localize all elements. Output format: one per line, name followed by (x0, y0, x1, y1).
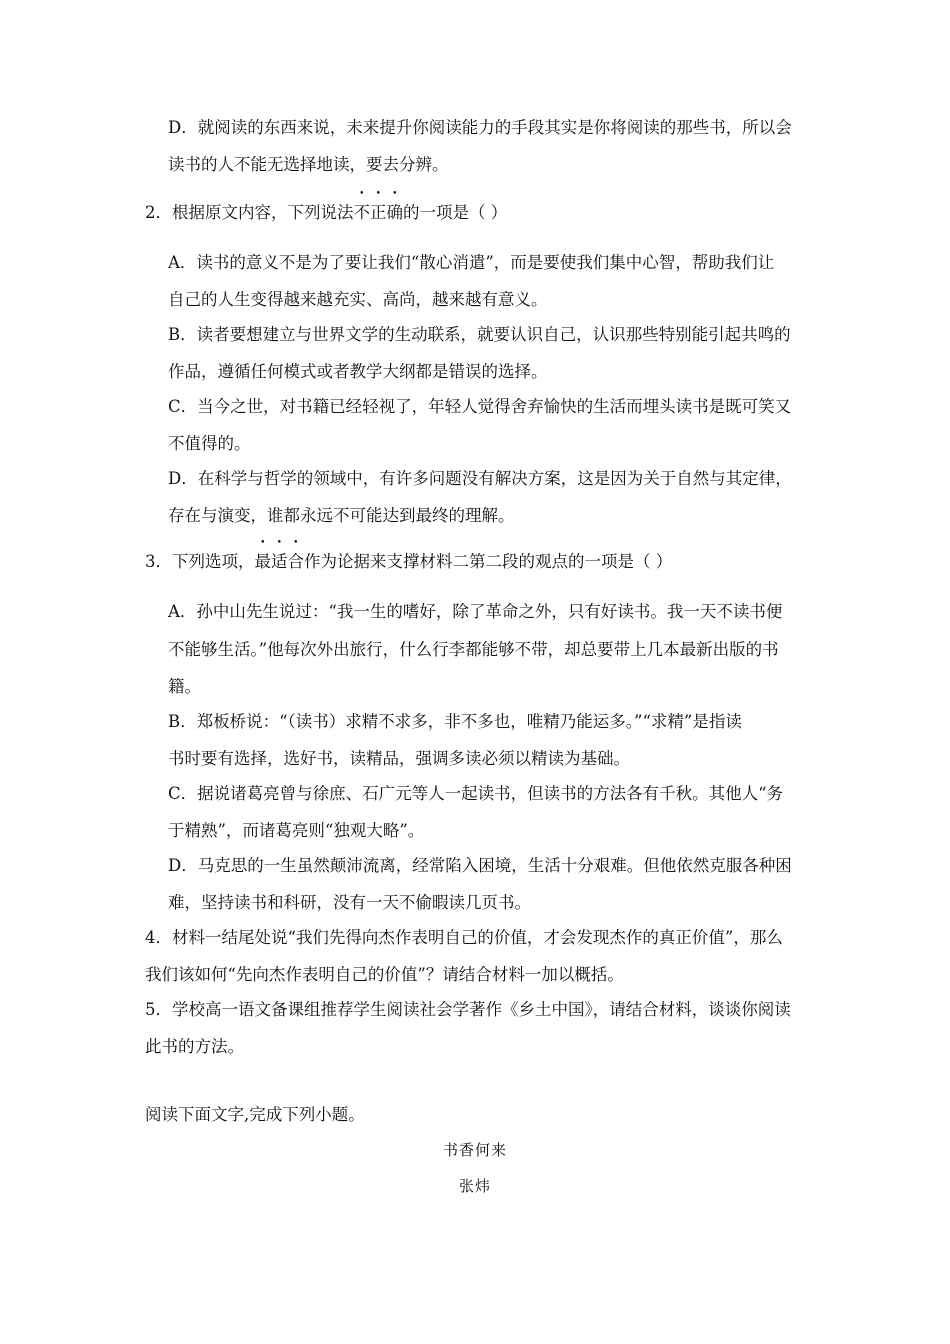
emphasis-char: 合 (287, 552, 304, 571)
article-author: 张炜 (458, 1177, 491, 1195)
question-2-stem-pre: 2．根据原文内容，下列说法 (145, 203, 354, 222)
question-5-line-2: 此书的方法。 (145, 1037, 244, 1056)
q3-option-d-line-1: D．马克思的一生虽然颠沛流离，经常陷入困境，生活十分艰难。但他依然克服各种困 (168, 856, 792, 875)
question-4-line-2: 我们该如何“先向杰作表明自己的价值”？请结合材料一加以概括。 (145, 965, 624, 984)
q2-option-d-line-2: 存在与演变，谁都永远不可能达到最终的理解。 (168, 506, 515, 525)
emphasis-char: 适 (271, 552, 288, 571)
question-2-stem (145, 203, 507, 223)
q2-option-c-line-2: 不值得的。 (168, 434, 251, 453)
emphasis-char: 最 (254, 552, 271, 571)
option-d-line-2: 读书的人不能无选择地读，要去分辨。 (168, 155, 449, 174)
question-4-line-1: 4．材料一结尾处说“我们先得向杰作表明自己的价值，才会发现杰作的真正价值”，那么 (145, 928, 783, 947)
question-3-stem-pre: 3．下列选项， (145, 552, 255, 571)
q3-option-b-line-2: 书时要有选择，选好书，读精品，强调多读必须以精读为基础。 (168, 749, 630, 768)
q2-option-a-line-2: 自己的人生变得越来越充实、高尚，越来越有意义。 (168, 290, 548, 309)
q2-option-d-line-1: D．在科学与哲学的领域中，有许多问题没有解决方案，这是因为关于自然与其定律， (168, 469, 792, 488)
q3-option-a-line-3: 籍。 (168, 677, 201, 696)
emphasis-char: 不 (353, 203, 370, 222)
q2-option-c-line-1: C．当今之世，对书籍已经轻视了，年轻人觉得舍弃愉快的生活而埋头读书是既可笑又 (168, 397, 792, 416)
q3-option-a-line-2: 不能够生活。”他每次外出旅行，什么行李都能够不带，却总要带上几本最新出版的书 (168, 640, 779, 659)
emphasis-char: 确 (386, 203, 403, 222)
section-instruction: 阅读下面文字,完成下列小题。 (145, 1105, 365, 1124)
emphasis-char: 正 (370, 203, 387, 222)
q3-option-b-line-1: B．郑板桥说：“（读书）求精不求多，非不多也，唯精乃能运多。”“求精”是指读 (168, 712, 742, 731)
question-2-stem-post: 的一项是（ ） (403, 203, 508, 222)
question-3-stem (145, 552, 672, 572)
question-5-line-1: 5．学校高一语文备课组推荐学生阅读社会学著作《乡土中国》，请结合材料，谈谈你阅读 (145, 1000, 791, 1019)
q2-option-b-line-2: 作品，遵循任何模式或者教学大纲都是错误的选择。 (168, 362, 548, 381)
q3-option-c-line-2: 于精熟”，而诸葛亮则“独观大略”。 (168, 821, 425, 840)
q3-option-a-line-1: A．孙中山先生说过：“我一生的嗜好，除了革命之外，只有好读书。我一天不读书便 (168, 602, 783, 621)
article-title: 书香何来 (442, 1141, 507, 1159)
option-d-line-1: D．就阅读的东西来说，未来提升你阅读能力的手段其实是你将阅读的那些书，所以会 (168, 118, 792, 137)
q3-option-c-line-1: C．据说诸葛亮曾与徐庶、石广元等人一起读书，但读书的方法各有千秋。其他人“务 (168, 784, 784, 803)
q2-option-a-line-1: A．读书的意义不是为了要让我们“散心消遣”，而是要使我们集中心智，帮助我们让 (168, 253, 775, 272)
q2-option-b-line-1: B．读者要想建立与世界文学的生动联系，就要认识自己，认识那些特别能引起共鸣的 (168, 325, 791, 344)
question-3-stem-post: 作为论据来支撑材料二第二段的观点的一项是（ ） (304, 552, 673, 571)
q3-option-d-line-2: 难，坚持读书和科研，没有一天不偷暇读几页书。 (168, 893, 531, 912)
